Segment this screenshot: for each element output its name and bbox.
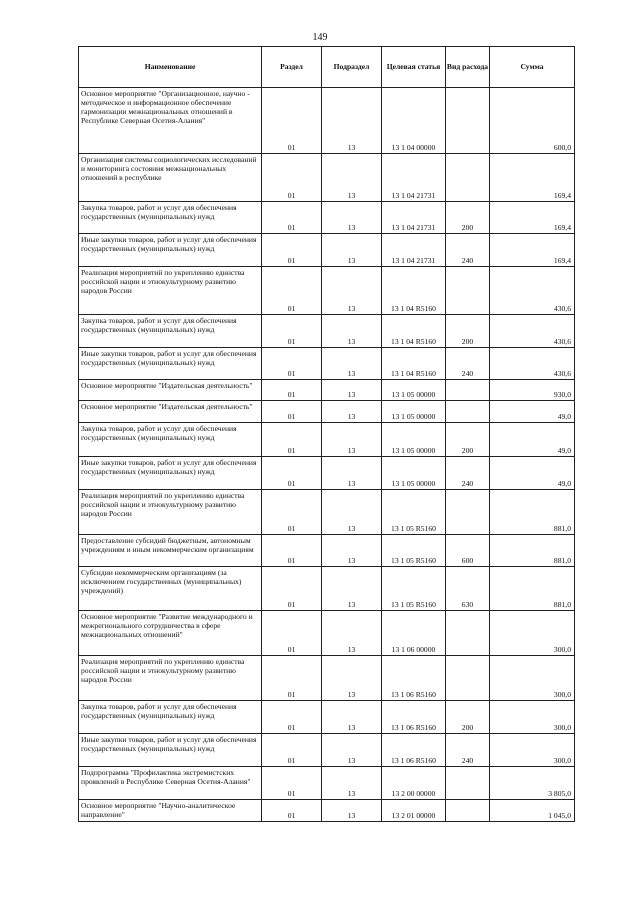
row-statya-cell: 13 1 05 00000 [382, 457, 446, 490]
row-podrazdel-cell: 13 [322, 380, 382, 401]
row-statya-cell: 13 2 01 00000 [382, 800, 446, 822]
row-summa-cell: 881,0 [490, 535, 575, 567]
row-name-cell: Реализация мероприятий по укреплению единства российской нации и этнокультурному развитию народов России [79, 656, 262, 701]
row-razdel-cell: 01 [262, 202, 322, 234]
row-statya-cell: 13 1 05 00000 [382, 423, 446, 457]
row-razdel-cell: 01 [262, 490, 322, 535]
table-row [79, 535, 575, 567]
row-statya-cell: 13 1 04 21731 [382, 202, 446, 234]
row-vid-cell: 240 [446, 734, 490, 767]
table-row [79, 611, 575, 656]
budget-table [78, 46, 575, 822]
row-statya-cell: 13 1 04 21731 [382, 234, 446, 267]
row-statya-cell: 13 1 05 00000 [382, 401, 446, 423]
table-row [79, 800, 575, 822]
row-summa-cell: 169,4 [490, 234, 575, 267]
row-name-cell: Иные закупки товаров, работ и услуг для обеспечения государственных (муниципальных) нужд [79, 734, 262, 767]
column-header-summa: Сумма [490, 47, 575, 88]
table-header-row [79, 47, 575, 88]
row-vid-cell: 240 [446, 457, 490, 490]
row-summa-cell: 430,6 [490, 348, 575, 380]
row-vid-cell: 600 [446, 535, 490, 567]
row-razdel-cell: 01 [262, 535, 322, 567]
row-statya-cell: 13 1 06 R5160 [382, 701, 446, 734]
row-podrazdel-cell: 13 [322, 656, 382, 701]
row-podrazdel-cell: 13 [322, 535, 382, 567]
row-podrazdel-cell: 13 [322, 701, 382, 734]
row-vid-cell [446, 267, 490, 315]
row-statya-cell: 13 1 06 R5160 [382, 734, 446, 767]
row-summa-cell: 49,0 [490, 457, 575, 490]
row-summa-cell: 3 805,0 [490, 767, 575, 800]
table-row [79, 88, 575, 154]
row-razdel-cell: 01 [262, 423, 322, 457]
row-podrazdel-cell: 13 [322, 267, 382, 315]
row-summa-cell: 300,0 [490, 656, 575, 701]
row-statya-cell: 13 1 04 00000 [382, 88, 446, 154]
table-row [79, 401, 575, 423]
row-statya-cell: 13 1 05 R5160 [382, 535, 446, 567]
row-vid-cell [446, 401, 490, 423]
row-podrazdel-cell: 13 [322, 315, 382, 348]
row-vid-cell: 200 [446, 202, 490, 234]
row-name-cell: Закупка товаров, работ и услуг для обеспечения государственных (муниципальных) нужд [79, 315, 262, 348]
row-razdel-cell: 01 [262, 800, 322, 822]
row-vid-cell [446, 800, 490, 822]
row-vid-cell: 240 [446, 234, 490, 267]
row-name-cell: Закупка товаров, работ и услуг для обеспечения государственных (муниципальных) нужд [79, 423, 262, 457]
row-summa-cell: 49,0 [490, 423, 575, 457]
row-vid-cell: 200 [446, 315, 490, 348]
row-razdel-cell: 01 [262, 567, 322, 611]
table-row [79, 767, 575, 800]
row-razdel-cell: 01 [262, 234, 322, 267]
row-podrazdel-cell: 13 [322, 202, 382, 234]
row-podrazdel-cell: 13 [322, 800, 382, 822]
row-razdel-cell: 01 [262, 401, 322, 423]
table-row [79, 734, 575, 767]
row-summa-cell: 169,4 [490, 154, 575, 202]
row-name-cell: Предоставление субсидий бюджетным, автономным учреждениям и иным некоммерческим организациям [79, 535, 262, 567]
row-name-cell: Реализация мероприятий по укреплению единства российской нации и этнокультурному развитию народов России [79, 267, 262, 315]
row-razdel-cell: 01 [262, 734, 322, 767]
row-name-cell: Иные закупки товаров, работ и услуг для обеспечения государственных (муниципальных) нужд [79, 234, 262, 267]
table-row [79, 234, 575, 267]
row-razdel-cell: 01 [262, 348, 322, 380]
row-statya-cell: 13 1 05 R5160 [382, 567, 446, 611]
row-vid-cell [446, 380, 490, 401]
row-summa-cell: 430,6 [490, 315, 575, 348]
row-statya-cell: 13 1 04 R5160 [382, 348, 446, 380]
table-row [79, 490, 575, 535]
table-row [79, 567, 575, 611]
row-razdel-cell: 01 [262, 701, 322, 734]
row-podrazdel-cell: 13 [322, 490, 382, 535]
row-vid-cell: 200 [446, 701, 490, 734]
row-summa-cell: 600,0 [490, 88, 575, 154]
table-row [79, 348, 575, 380]
row-podrazdel-cell: 13 [322, 234, 382, 267]
row-summa-cell: 881,0 [490, 490, 575, 535]
row-vid-cell [446, 490, 490, 535]
row-vid-cell [446, 611, 490, 656]
column-header-name: Наименование [79, 47, 262, 88]
row-vid-cell [446, 656, 490, 701]
row-name-cell: Основное мероприятие "Организационное, научно - методическое и информационное обеспечение гармонизации межнациональных отношений в Республике Северная Осетия-Алания" [79, 88, 262, 154]
row-name-cell: Реализация мероприятий по укреплению единства российской нации и этнокультурному развитию народов России [79, 490, 262, 535]
row-podrazdel-cell: 13 [322, 457, 382, 490]
row-vid-cell: 630 [446, 567, 490, 611]
row-razdel-cell: 01 [262, 380, 322, 401]
row-summa-cell: 881,0 [490, 567, 575, 611]
page-number: 149 [312, 32, 328, 43]
column-header-vid: Вид расхода [446, 47, 490, 88]
row-razdel-cell: 01 [262, 267, 322, 315]
row-razdel-cell: 01 [262, 457, 322, 490]
column-header-razdel: Раздел [262, 47, 322, 88]
row-summa-cell: 930,0 [490, 380, 575, 401]
row-name-cell: Иные закупки товаров, работ и услуг для обеспечения государственных (муниципальных) нужд [79, 348, 262, 380]
table-row [79, 315, 575, 348]
row-vid-cell [446, 88, 490, 154]
row-razdel-cell: 01 [262, 767, 322, 800]
row-name-cell: Основное мероприятие "Развитие международного и межрегионального сотрудничества в сфере межнациональных отношений" [79, 611, 262, 656]
row-razdel-cell: 01 [262, 88, 322, 154]
row-podrazdel-cell: 13 [322, 88, 382, 154]
row-name-cell: Организация системы социологических исследований и мониторинга состояния межнациональных отношений в республике [79, 154, 262, 202]
row-summa-cell: 300,0 [490, 734, 575, 767]
row-summa-cell: 49,0 [490, 401, 575, 423]
row-vid-cell: 240 [446, 348, 490, 380]
row-razdel-cell: 01 [262, 315, 322, 348]
row-name-cell: Закупка товаров, работ и услуг для обеспечения государственных (муниципальных) нужд [79, 701, 262, 734]
row-name-cell: Подпрограмма "Профилактика экстремистских проявлений в Республике Северная Осетия-Алания" [79, 767, 262, 800]
row-podrazdel-cell: 13 [322, 567, 382, 611]
row-statya-cell: 13 1 06 00000 [382, 611, 446, 656]
row-summa-cell: 300,0 [490, 611, 575, 656]
table-row [79, 267, 575, 315]
row-name-cell: Закупка товаров, работ и услуг для обеспечения государственных (муниципальных) нужд [79, 202, 262, 234]
row-podrazdel-cell: 13 [322, 401, 382, 423]
row-razdel-cell: 01 [262, 154, 322, 202]
row-podrazdel-cell: 13 [322, 611, 382, 656]
row-statya-cell: 13 1 05 R5160 [382, 490, 446, 535]
row-name-cell: Основное мероприятие "Издательская деятельность" [79, 401, 262, 423]
row-vid-cell [446, 767, 490, 800]
row-statya-cell: 13 1 04 21731 [382, 154, 446, 202]
row-statya-cell: 13 1 05 00000 [382, 380, 446, 401]
row-summa-cell: 1 045,0 [490, 800, 575, 822]
table-row [79, 423, 575, 457]
row-name-cell: Основное мероприятие "Научно-аналитическое направление" [79, 800, 262, 822]
table-row [79, 202, 575, 234]
table-row [79, 380, 575, 401]
row-statya-cell: 13 1 06 R5160 [382, 656, 446, 701]
row-vid-cell [446, 154, 490, 202]
table-row [79, 701, 575, 734]
row-name-cell: Основное мероприятие "Издательская деятельность" [79, 380, 262, 401]
row-statya-cell: 13 2 00 00000 [382, 767, 446, 800]
row-razdel-cell: 01 [262, 656, 322, 701]
row-summa-cell: 169,4 [490, 202, 575, 234]
row-podrazdel-cell: 13 [322, 423, 382, 457]
table-row [79, 154, 575, 202]
row-statya-cell: 13 1 04 R5160 [382, 267, 446, 315]
row-vid-cell: 200 [446, 423, 490, 457]
row-summa-cell: 430,6 [490, 267, 575, 315]
column-header-statya: Целевая статья [382, 47, 446, 88]
row-statya-cell: 13 1 04 R5160 [382, 315, 446, 348]
row-podrazdel-cell: 13 [322, 734, 382, 767]
row-podrazdel-cell: 13 [322, 767, 382, 800]
table-row [79, 457, 575, 490]
row-podrazdel-cell: 13 [322, 348, 382, 380]
row-name-cell: Иные закупки товаров, работ и услуг для обеспечения государственных (муниципальных) нужд [79, 457, 262, 490]
table-body [79, 88, 575, 822]
row-name-cell: Субсидии некоммерческим организациям (за исключением государственных (муниципальных) учреждений) [79, 567, 262, 611]
table-row [79, 656, 575, 701]
row-razdel-cell: 01 [262, 611, 322, 656]
row-podrazdel-cell: 13 [322, 154, 382, 202]
column-header-podrazdel: Подраздел [322, 47, 382, 88]
row-summa-cell: 300,0 [490, 701, 575, 734]
